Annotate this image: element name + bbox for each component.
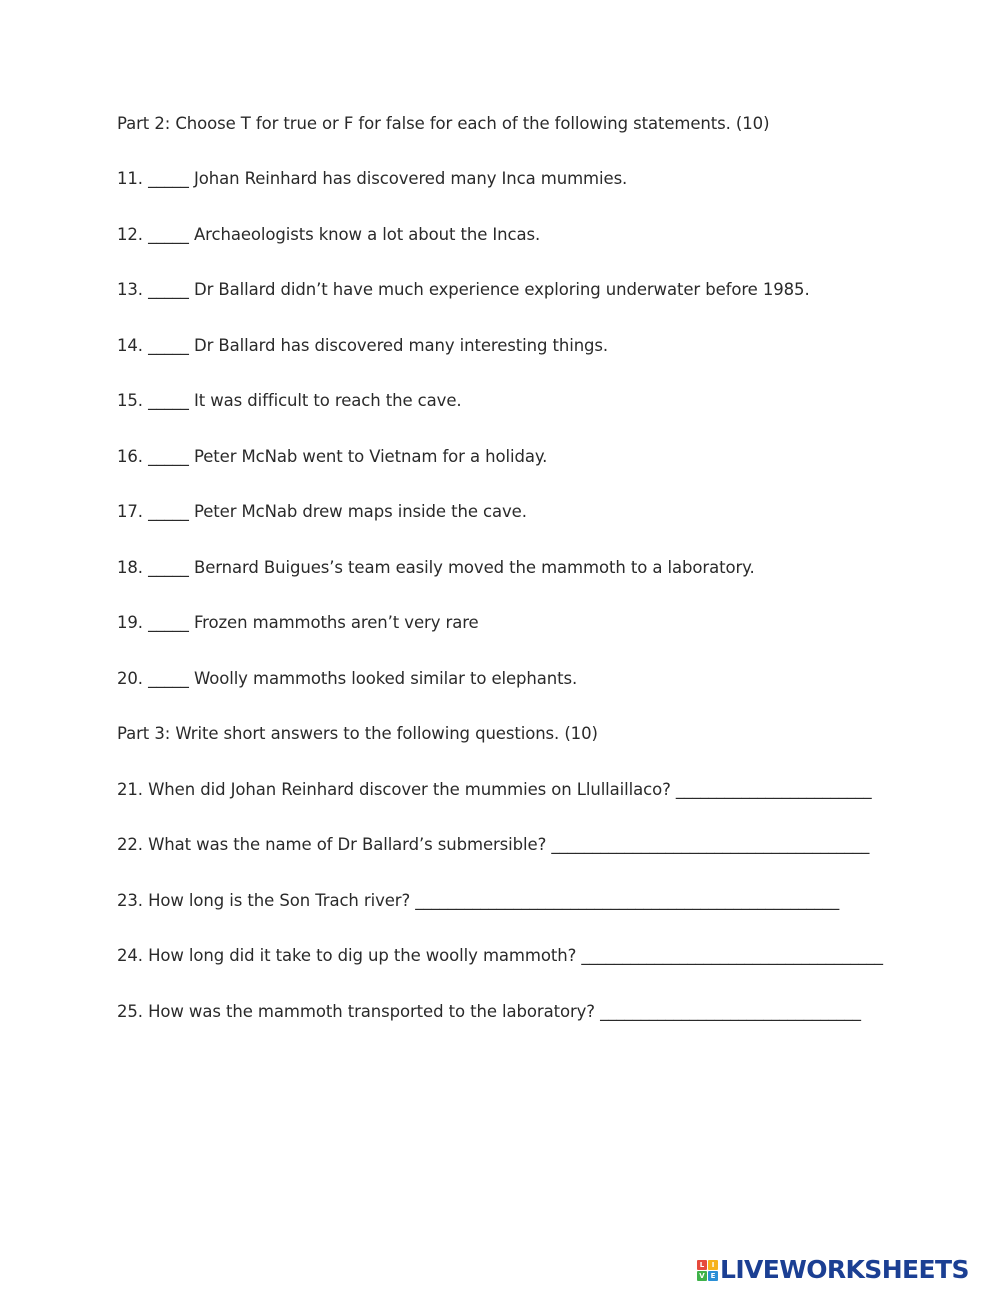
logo-mark-e: E xyxy=(708,1271,718,1281)
statement-13: 13. _____ Dr Ballard didn’t have much experience exploring underwater before 1985. xyxy=(117,280,810,299)
question-22: 22. What was the name of Dr Ballard’s submersible? _______________________________________ xyxy=(117,835,870,854)
part2-heading: Part 2: Choose T for true or F for false for each of the following statements. (10) xyxy=(117,114,770,133)
question-21: 21. When did Johan Reinhard discover the mummies on Llullaillaco? ________________________ xyxy=(117,780,872,799)
liveworksheets-logo-icon xyxy=(697,1260,718,1281)
logo-mark-l: L xyxy=(697,1260,707,1270)
statement-15: 15. _____ It was difficult to reach the cave. xyxy=(117,391,462,410)
question-25: 25. How was the mammoth transported to the laboratory? ________________________________ xyxy=(117,1002,861,1021)
statement-19: 19. _____ Frozen mammoths aren’t very rare xyxy=(117,613,479,632)
part3-heading: Part 3: Write short answers to the following questions. (10) xyxy=(117,724,598,743)
statement-11: 11. _____ Johan Reinhard has discovered many Inca mummies. xyxy=(117,169,628,188)
liveworksheets-logo-text: LIVEWORKSHEETS xyxy=(720,1255,969,1284)
logo-mark-i: I xyxy=(708,1260,718,1270)
statement-20: 20. _____ Woolly mammoths looked similar to elephants. xyxy=(117,669,578,688)
statement-12: 12. _____ Archaeologists know a lot about the Incas. xyxy=(117,225,541,244)
statement-16: 16. _____ Peter McNab went to Vietnam for a holiday. xyxy=(117,447,548,466)
statement-14: 14. _____ Dr Ballard has discovered many interesting things. xyxy=(117,336,609,355)
statement-18: 18. _____ Bernard Buigues’s team easily moved the mammoth to a laboratory. xyxy=(117,558,755,577)
liveworksheets-logo xyxy=(697,1257,969,1283)
question-23: 23. How long is the Son Trach river? ____________________________________________________ xyxy=(117,891,840,910)
logo-mark-v: V xyxy=(697,1271,707,1281)
statement-17: 17. _____ Peter McNab drew maps inside the cave. xyxy=(117,502,527,521)
question-24: 24. How long did it take to dig up the woolly mammoth? _____________________________________ xyxy=(117,946,883,965)
